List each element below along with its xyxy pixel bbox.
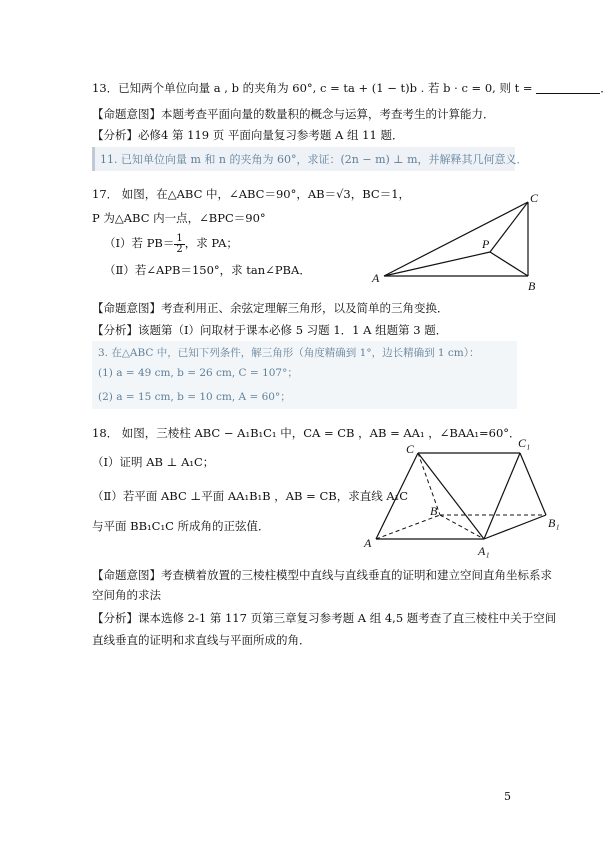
q18-label-A1: A₁ xyxy=(478,544,490,558)
q18-line1: 18． 如图，三棱柱 ABC − A₁B₁C₁ 中，CA = CB ，AB = AA₁ ，∠BAA₁=60°． xyxy=(92,426,521,440)
q18-part2: （Ⅱ）若平面 ABC ⊥平面 AA₁B₁B ，AB = CB，求直线 A₁C xyxy=(92,489,409,503)
q18-part1: （Ⅰ）证明 AB ⊥ A₁C； xyxy=(92,455,215,469)
q17-line1: 17． 如图，在△ABC 中，∠ABC＝90°，AB＝√3，BC＝1， xyxy=(92,187,411,201)
q17-part1 xyxy=(104,232,238,255)
q13-line: 13．已知两个单位向量 a , b 的夹角为 60°, c = ta + (1 − t)b . 若 b · c = 0, 则 t = ． xyxy=(92,81,612,95)
q18-label-C: C xyxy=(406,442,415,456)
q18-analysis2: 直线垂直的证明和求直线与平面所成的角． xyxy=(92,633,311,647)
q17-label-P: P xyxy=(482,237,490,251)
q17-edge-PC xyxy=(490,202,528,252)
q17-fraction-den: 2 xyxy=(176,243,183,255)
q17-edge-AC xyxy=(384,202,528,276)
q17-triangle-figure xyxy=(370,188,550,293)
q17-textbook-line2: (1) a = 49 cm, b = 26 cm, C = 107°； xyxy=(98,367,298,379)
q18-intent2: 空间角的求法 xyxy=(92,588,161,602)
q18-label-B1: B₁ xyxy=(548,516,560,530)
q17-textbook-excerpt xyxy=(92,341,517,409)
q17-line2: P 为△ABC 内一点，∠BPC＝90° xyxy=(92,211,266,225)
q17-intent: 【命题意图】考查利用正、余弦定理解三角形，以及简单的三角变换． xyxy=(92,301,449,315)
q18-label-A: A xyxy=(364,536,372,550)
q18-part2b: 与平面 BB₁C₁C 所成角的正弦值． xyxy=(92,519,270,533)
q17-part2: （Ⅱ）若∠APB＝150°，求 tan∠PBA． xyxy=(104,263,311,277)
q13-textbook-text: 11. 已知单位向量 m 和 n 的夹角为 60°，求证：(2n − m) ⊥ m，并解释其几何意义． xyxy=(100,153,528,166)
q13-answer-blank xyxy=(536,81,600,94)
q17-analysis: 【分析】该题第（Ⅰ）问取材于课本必修 5 习题 1．1 A 组题第 3 题． xyxy=(92,323,448,337)
q18-edge-C1A1 xyxy=(484,453,520,539)
q18-edge-C1B1 xyxy=(520,453,546,515)
page-number: 5 xyxy=(504,790,511,803)
q18-label-B: B xyxy=(430,504,438,518)
q13-text: 13．已知两个单位向量 a , b 的夹角为 60°, c = ta + (1 − t)b . 若 b · c = 0, 则 t = xyxy=(92,81,533,95)
q18-edge-BA1-hidden xyxy=(440,515,484,539)
q18-analysis1: 【分析】课本选修 2-1 第 117 页第三章复习参考题 A 组 4,5 题考查了直三棱柱中关于空间 xyxy=(92,611,557,625)
q18-edge-CA1 xyxy=(418,453,484,539)
q17-edge-AP xyxy=(384,252,490,276)
q17-textbook-line1: 3. 在△ABC 中，已知下列条件，解三角形（角度精确到 1°，边长精确到 1 cm）： xyxy=(98,347,480,359)
q17-edge-PB xyxy=(490,252,528,276)
q18-intent1: 【命题意图】考查横着放置的三棱柱模型中直线与直线垂直的证明和建立空间直角坐标系求 xyxy=(92,568,552,582)
q18-prism-figure xyxy=(360,435,570,560)
q17-textbook-line3: (2) a = 15 cm, b = 10 cm, A = 60°； xyxy=(98,391,291,403)
q13-intent: 【命题意图】本题考查平面向量的数量积的概念与运算，考查考生的计算能力． xyxy=(92,107,495,121)
q13-analysis: 【分析】必修4 第 119 页 平面向量复习参考题 A 组 11 题． xyxy=(92,128,404,142)
q17-part1-prefix: （Ⅰ）若 PB＝ xyxy=(104,236,175,250)
q17-label-A: A xyxy=(372,271,380,285)
q18-edge-A1B1 xyxy=(484,515,546,539)
q17-part1-suffix: ，求 PA； xyxy=(184,236,238,250)
q17-label-C: C xyxy=(530,191,539,205)
q17-fraction-num: 1 xyxy=(176,232,183,244)
q18-label-C1: C₁ xyxy=(518,436,531,450)
q17-fraction xyxy=(174,234,184,255)
q17-label-B: B xyxy=(528,279,536,293)
